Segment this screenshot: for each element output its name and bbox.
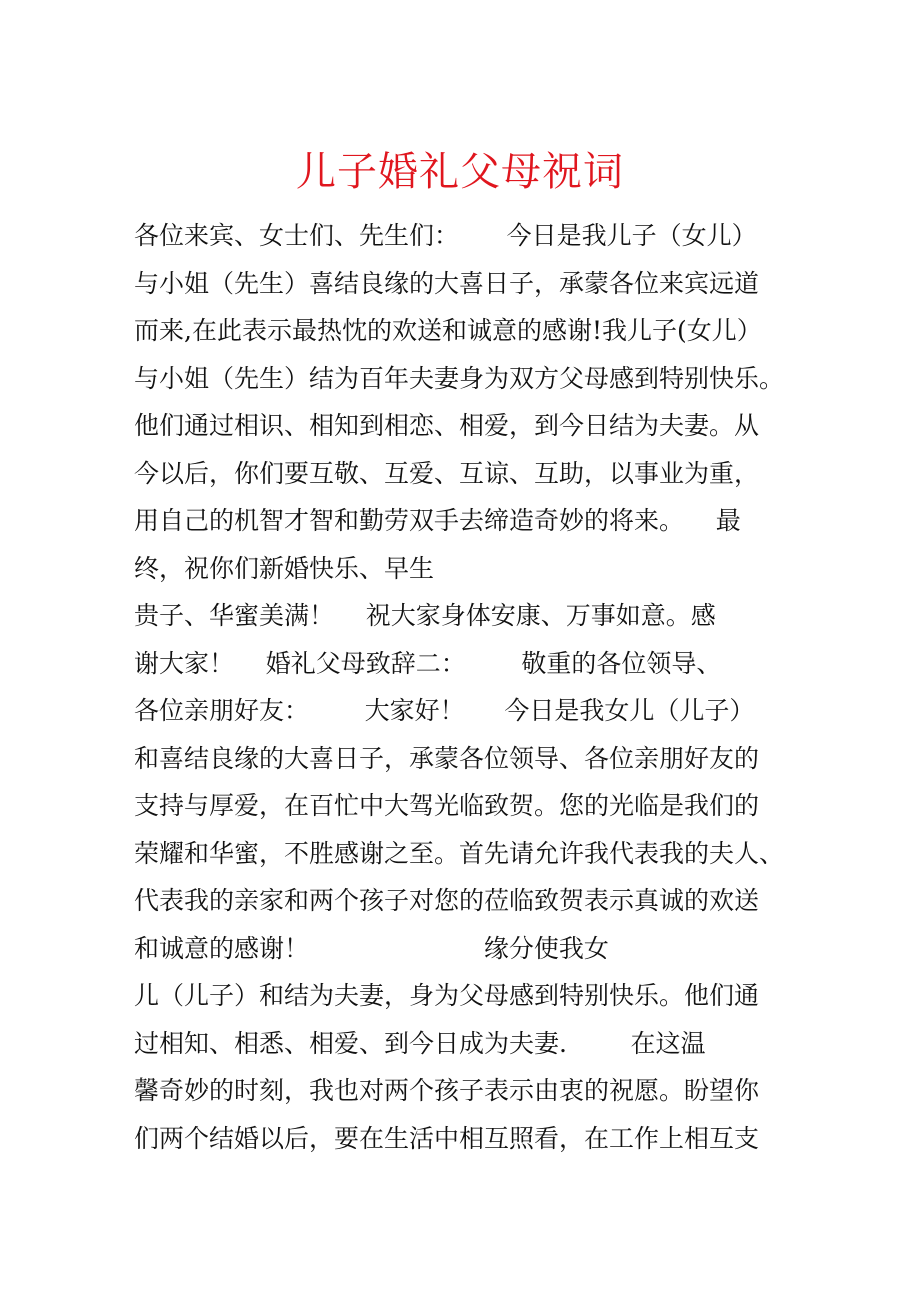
body-line: 馨奇妙的时刻，我也对两个孩子表示由衷的祝愿。盼望你 xyxy=(134,1076,760,1105)
body-line: 过相知、相悉、相爱、到今日成为夫妻. 在这温 xyxy=(134,1028,706,1058)
body-line: 支持与厚爱，在百忙中大驾光临致贺。您的光临是我们的 xyxy=(134,791,760,820)
body-line: 荣耀和华蜜，不胜感谢之至。首先请允许我代表我的夫人、 xyxy=(134,838,785,868)
body-line: 用自己的机智才智和勤劳双手去缔造奇妙的将来。 最 xyxy=(134,506,741,535)
body-line: 各位来宾、女士们、先生们： 今日是我儿子（女儿） xyxy=(134,221,757,250)
body-line: 贵子、华蜜美满！ 祝大家身体安康、万事如意。感 xyxy=(134,601,716,630)
body-line: 儿（儿子）和结为夫妻，身为父母感到特别快乐。他们通 xyxy=(134,981,760,1010)
body-line: 各位亲朋好友： 大家好！ 今日是我女儿（儿子） xyxy=(134,696,755,725)
document-title: 儿子婚礼父母祝词 xyxy=(296,149,624,195)
body-line: 代表我的亲家和两个孩子对您的莅临致贺表示真诚的欢送 xyxy=(134,886,760,915)
body-line: 今以后，你们要互敬、互爱、互谅、互助，以事业为重， xyxy=(134,458,760,488)
body-line: 终，祝你们新婚快乐、早生 xyxy=(134,553,435,583)
body-line: 与小姐（先生）结为百年夫妻身为双方父母感到特别快乐。 xyxy=(134,363,785,393)
body-line: 和喜结良缘的大喜日子，承蒙各位领导、各位亲朋好友的 xyxy=(134,743,760,773)
body-line: 谢大家！ 婚礼父母致辞二： 敬重的各位领导、 xyxy=(134,648,722,678)
body-line: 而来,在此表示最热忱的欢送和诚意的感谢!我儿子(女儿） xyxy=(134,316,762,345)
body-line: 们两个结婚以后，要在生活中相互照看，在工作上相互支 xyxy=(134,1123,760,1153)
document-body xyxy=(134,212,834,1162)
body-line: 他们通过相识、相知到相恋、相爱，到今日结为夫妻。从 xyxy=(134,411,760,440)
body-line: 和诚意的感谢！ 缘分使我女 xyxy=(134,933,609,963)
body-line: 与小姐（先生）喜结良缘的大喜日子，承蒙各位来宾远道 xyxy=(134,268,760,298)
